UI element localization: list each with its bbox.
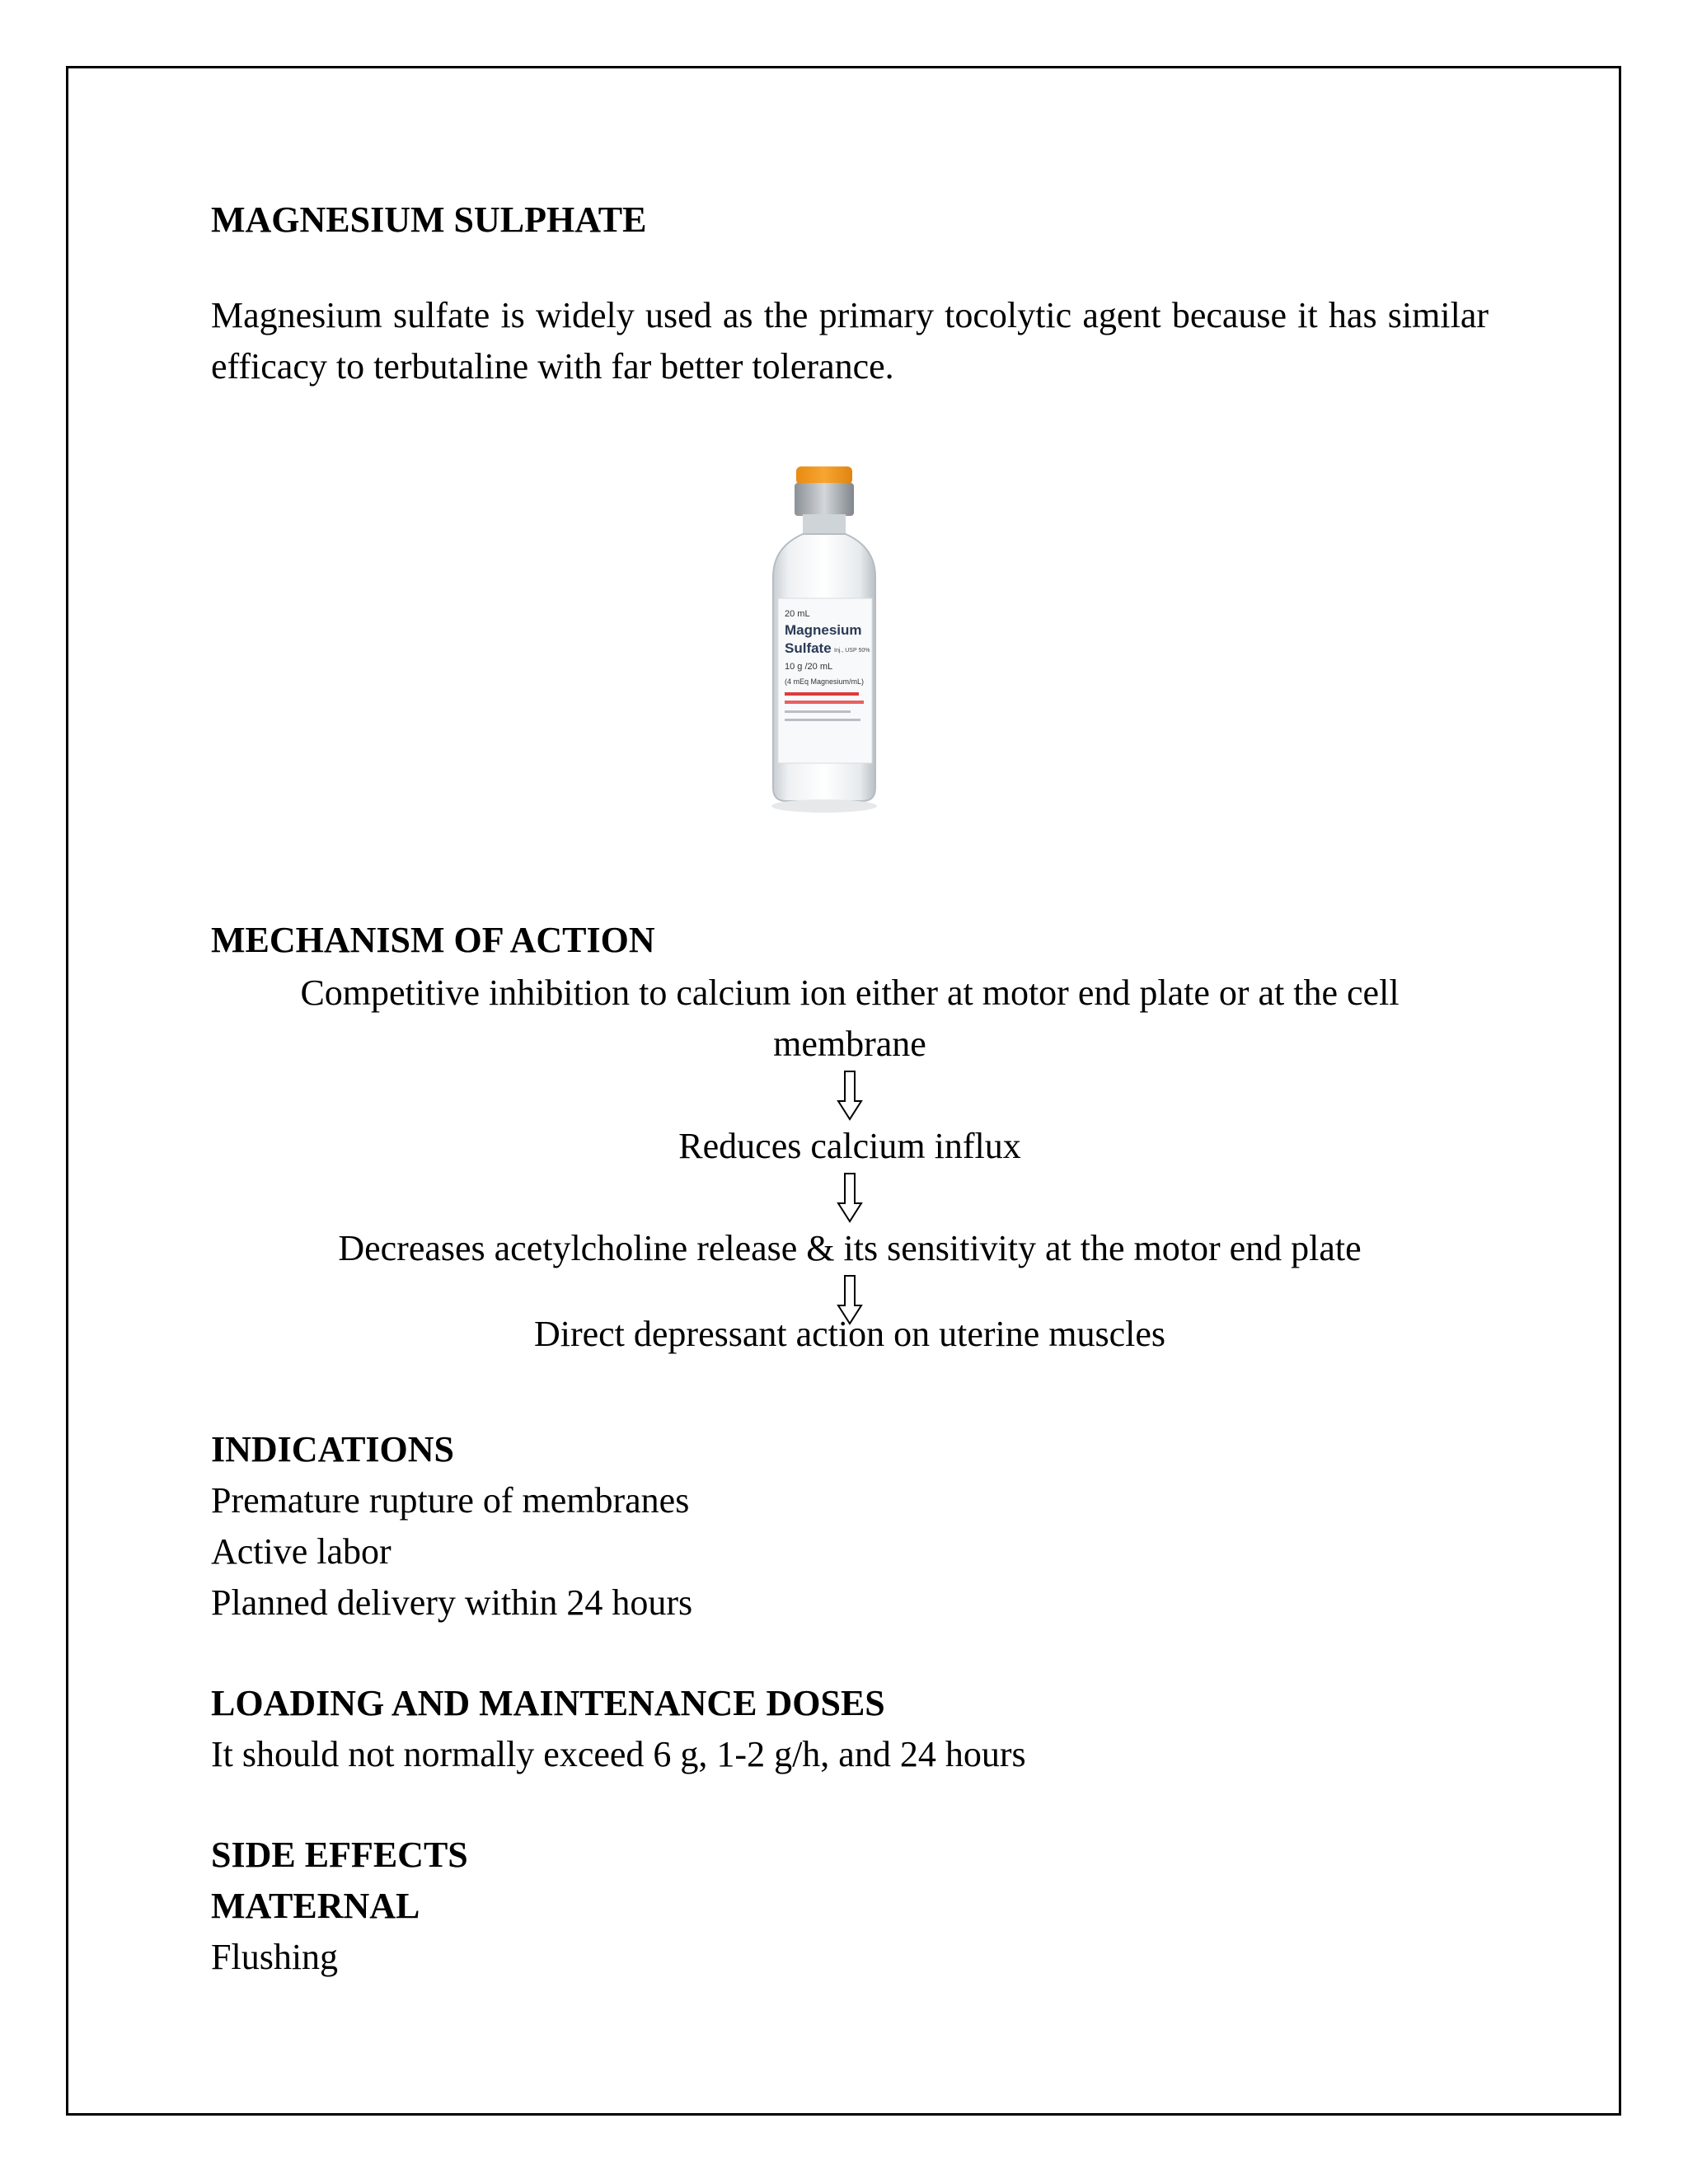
- mechanism-heading: MECHANISM OF ACTION: [211, 920, 655, 960]
- intro-section: [211, 194, 1489, 392]
- mechanism-step-4: Direct depressant action on uterine muscles: [533, 1314, 1166, 1354]
- vial-label-meq: (4 mEq Magnesium/mL): [785, 677, 865, 686]
- indication-item: Premature rupture of membranes: [211, 1480, 690, 1521]
- doses-section: [211, 1678, 1489, 1780]
- document-title: MAGNESIUM SULPHATE: [211, 199, 647, 240]
- indications-heading: INDICATIONS: [211, 1429, 455, 1469]
- mechanism-step-2: Reduces calcium influx: [678, 1126, 1021, 1166]
- indications-section: [211, 1424, 1489, 1629]
- maternal-subheading: MATERNAL: [211, 1886, 420, 1926]
- doses-text: It should not normally exceed 6 g, 1-2 g/h, and 24 hours: [211, 1734, 1026, 1774]
- vial-label-strength: Inj., USP 50%: [834, 648, 870, 654]
- mechanism-section: [211, 915, 1489, 966]
- side-effects-section: [211, 1830, 1489, 1983]
- mechanism-flowchart: [211, 968, 1489, 1360]
- vial-label-volume: 20 mL: [785, 609, 810, 619]
- mechanism-step-1-cont: membrane: [773, 1024, 926, 1064]
- vial-label-name: Magnesium: [785, 622, 862, 638]
- down-arrow-icon: [833, 1172, 866, 1223]
- side-effects-heading: SIDE EFFECTS: [211, 1835, 468, 1875]
- mechanism-step-1: Competitive inhibition to calcium ion either at motor end plate or at the cell: [300, 972, 1400, 1013]
- side-effect-item: Flushing: [211, 1937, 339, 1977]
- vial-label-dose: 10 g /20 mL: [785, 662, 833, 672]
- mechanism-step-3: Decreases acetylcholine release & its sensitivity at the motor end plate: [338, 1228, 1362, 1268]
- magnesium-sulfate-vial-image: [758, 462, 890, 816]
- indication-item: Planned delivery within 24 hours: [211, 1582, 693, 1623]
- vial-label-name-2: Sulfate: [785, 640, 832, 656]
- intro-paragraph: Magnesium sulfate is widely used as the primary tocolytic agent because it has similar efficacy to terbutaline with far better tolerance.: [211, 295, 1489, 387]
- indication-item: Active labor: [211, 1531, 392, 1572]
- doses-heading: LOADING AND MAINTENANCE DOSES: [211, 1683, 885, 1723]
- down-arrow-icon: [833, 1070, 866, 1121]
